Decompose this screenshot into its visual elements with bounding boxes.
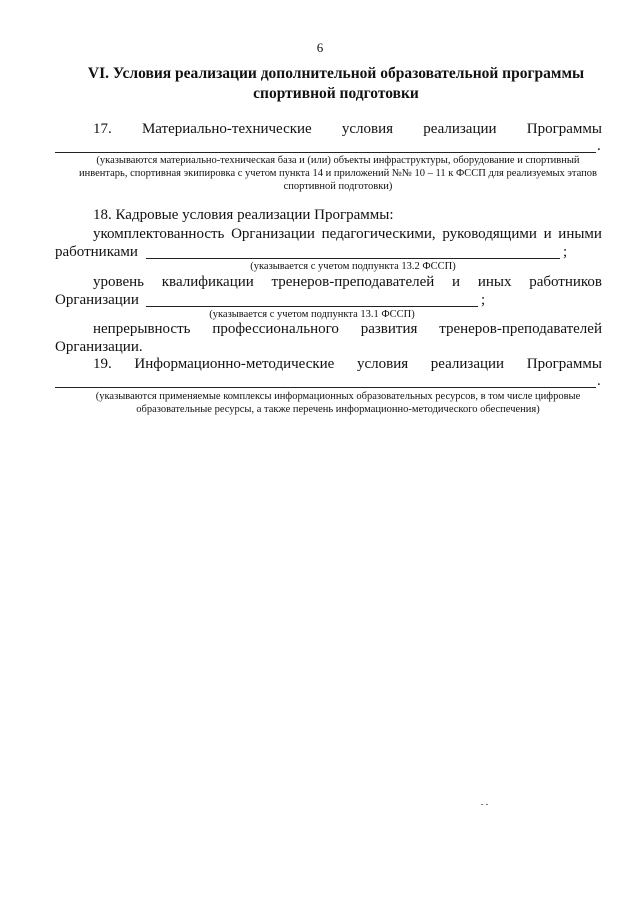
item18-continuity-line xyxy=(93,320,602,338)
item17-word: Материально-технические xyxy=(141,121,312,137)
item18-staffing-line xyxy=(93,225,602,243)
staffing-note: (указывается с учетом подпункта 13.2 ФССП) xyxy=(250,261,456,272)
item17-fill-line xyxy=(55,152,596,153)
scan-speck xyxy=(486,804,488,805)
item18-heading: 18. Кадровые условия реализации Программы: xyxy=(93,207,394,223)
item19-word: реализации xyxy=(430,356,505,372)
staffing-word: иными xyxy=(558,226,602,242)
item19-end-mark: . xyxy=(597,373,601,389)
continuity-word: непрерывность xyxy=(93,321,191,337)
continuity-word: развития xyxy=(360,321,418,337)
item17-heading xyxy=(93,120,602,138)
continuity-word: профессионального xyxy=(212,321,339,337)
staffing-fill-line xyxy=(146,258,560,259)
qualification-fill-line xyxy=(146,306,478,307)
page-number: 6 xyxy=(316,40,324,55)
staffing-word: руководящими xyxy=(442,226,537,242)
qualification-note: (указывается с учетом подпункта 13.1 ФССП) xyxy=(209,309,415,320)
qualification-word: и xyxy=(452,274,461,290)
qualification-label: Организации xyxy=(55,292,139,308)
qualification-word: иных xyxy=(477,274,512,290)
item19-number: 19. xyxy=(93,356,112,372)
item17-word: реализации xyxy=(423,121,497,137)
qualification-word: квалификации xyxy=(161,274,254,290)
qualification-word: уровень xyxy=(93,274,145,290)
scan-speck xyxy=(481,804,483,805)
item19-heading xyxy=(93,355,602,373)
section-heading-line1: VI. Условия реализации дополнительной образовательной программы xyxy=(87,65,585,82)
item18-qualification-line xyxy=(93,273,602,291)
item19-note-line1: (указываются применяемые комплексы информационных образовательных ресурсов, в том числе цифровые xyxy=(95,391,581,402)
qualification-word: тренеров-преподавателей xyxy=(271,274,435,290)
item19-note-line2: образовательные ресурсы, а также перечень информационно-методического обеспечения) xyxy=(136,404,540,415)
staffing-end-mark: ; xyxy=(563,244,568,260)
item19-word: Информационно-методические xyxy=(134,356,335,372)
staffing-word: педагогическими, xyxy=(321,226,436,242)
staffing-word: Организации xyxy=(231,226,315,242)
item17-note-line2: инвентарь, спортивная экипировка с учетом пункта 14 и приложений №№ 10 – 11 к ФССП для реализуемых этапов xyxy=(79,168,597,179)
item17-note-line3: спортивной подготовки) xyxy=(283,181,393,192)
qualification-end-mark: ; xyxy=(481,292,486,308)
item17-end-mark: . xyxy=(597,138,601,154)
item17-word: условия xyxy=(341,121,394,137)
item17-word: Программы xyxy=(526,121,602,137)
section-heading-line2: спортивной подготовки xyxy=(253,85,419,102)
continuity-word: тренеров-преподавателей xyxy=(439,321,602,337)
item19-fill-line xyxy=(55,387,596,388)
continuity-line2: Организации. xyxy=(55,339,143,355)
qualification-word: работников xyxy=(529,274,602,290)
item19-word: Программы xyxy=(526,356,602,372)
item17-number: 17. xyxy=(93,121,112,137)
staffing-word: и xyxy=(543,226,552,242)
item17-note-line1: (указываются материально-техническая база и (или) объекты инфраструктуры, оборудование и спортивный xyxy=(96,155,580,166)
item19-word: условия xyxy=(356,356,409,372)
staffing-word: укомплектованность xyxy=(93,226,225,242)
staffing-label: работниками xyxy=(55,244,138,260)
